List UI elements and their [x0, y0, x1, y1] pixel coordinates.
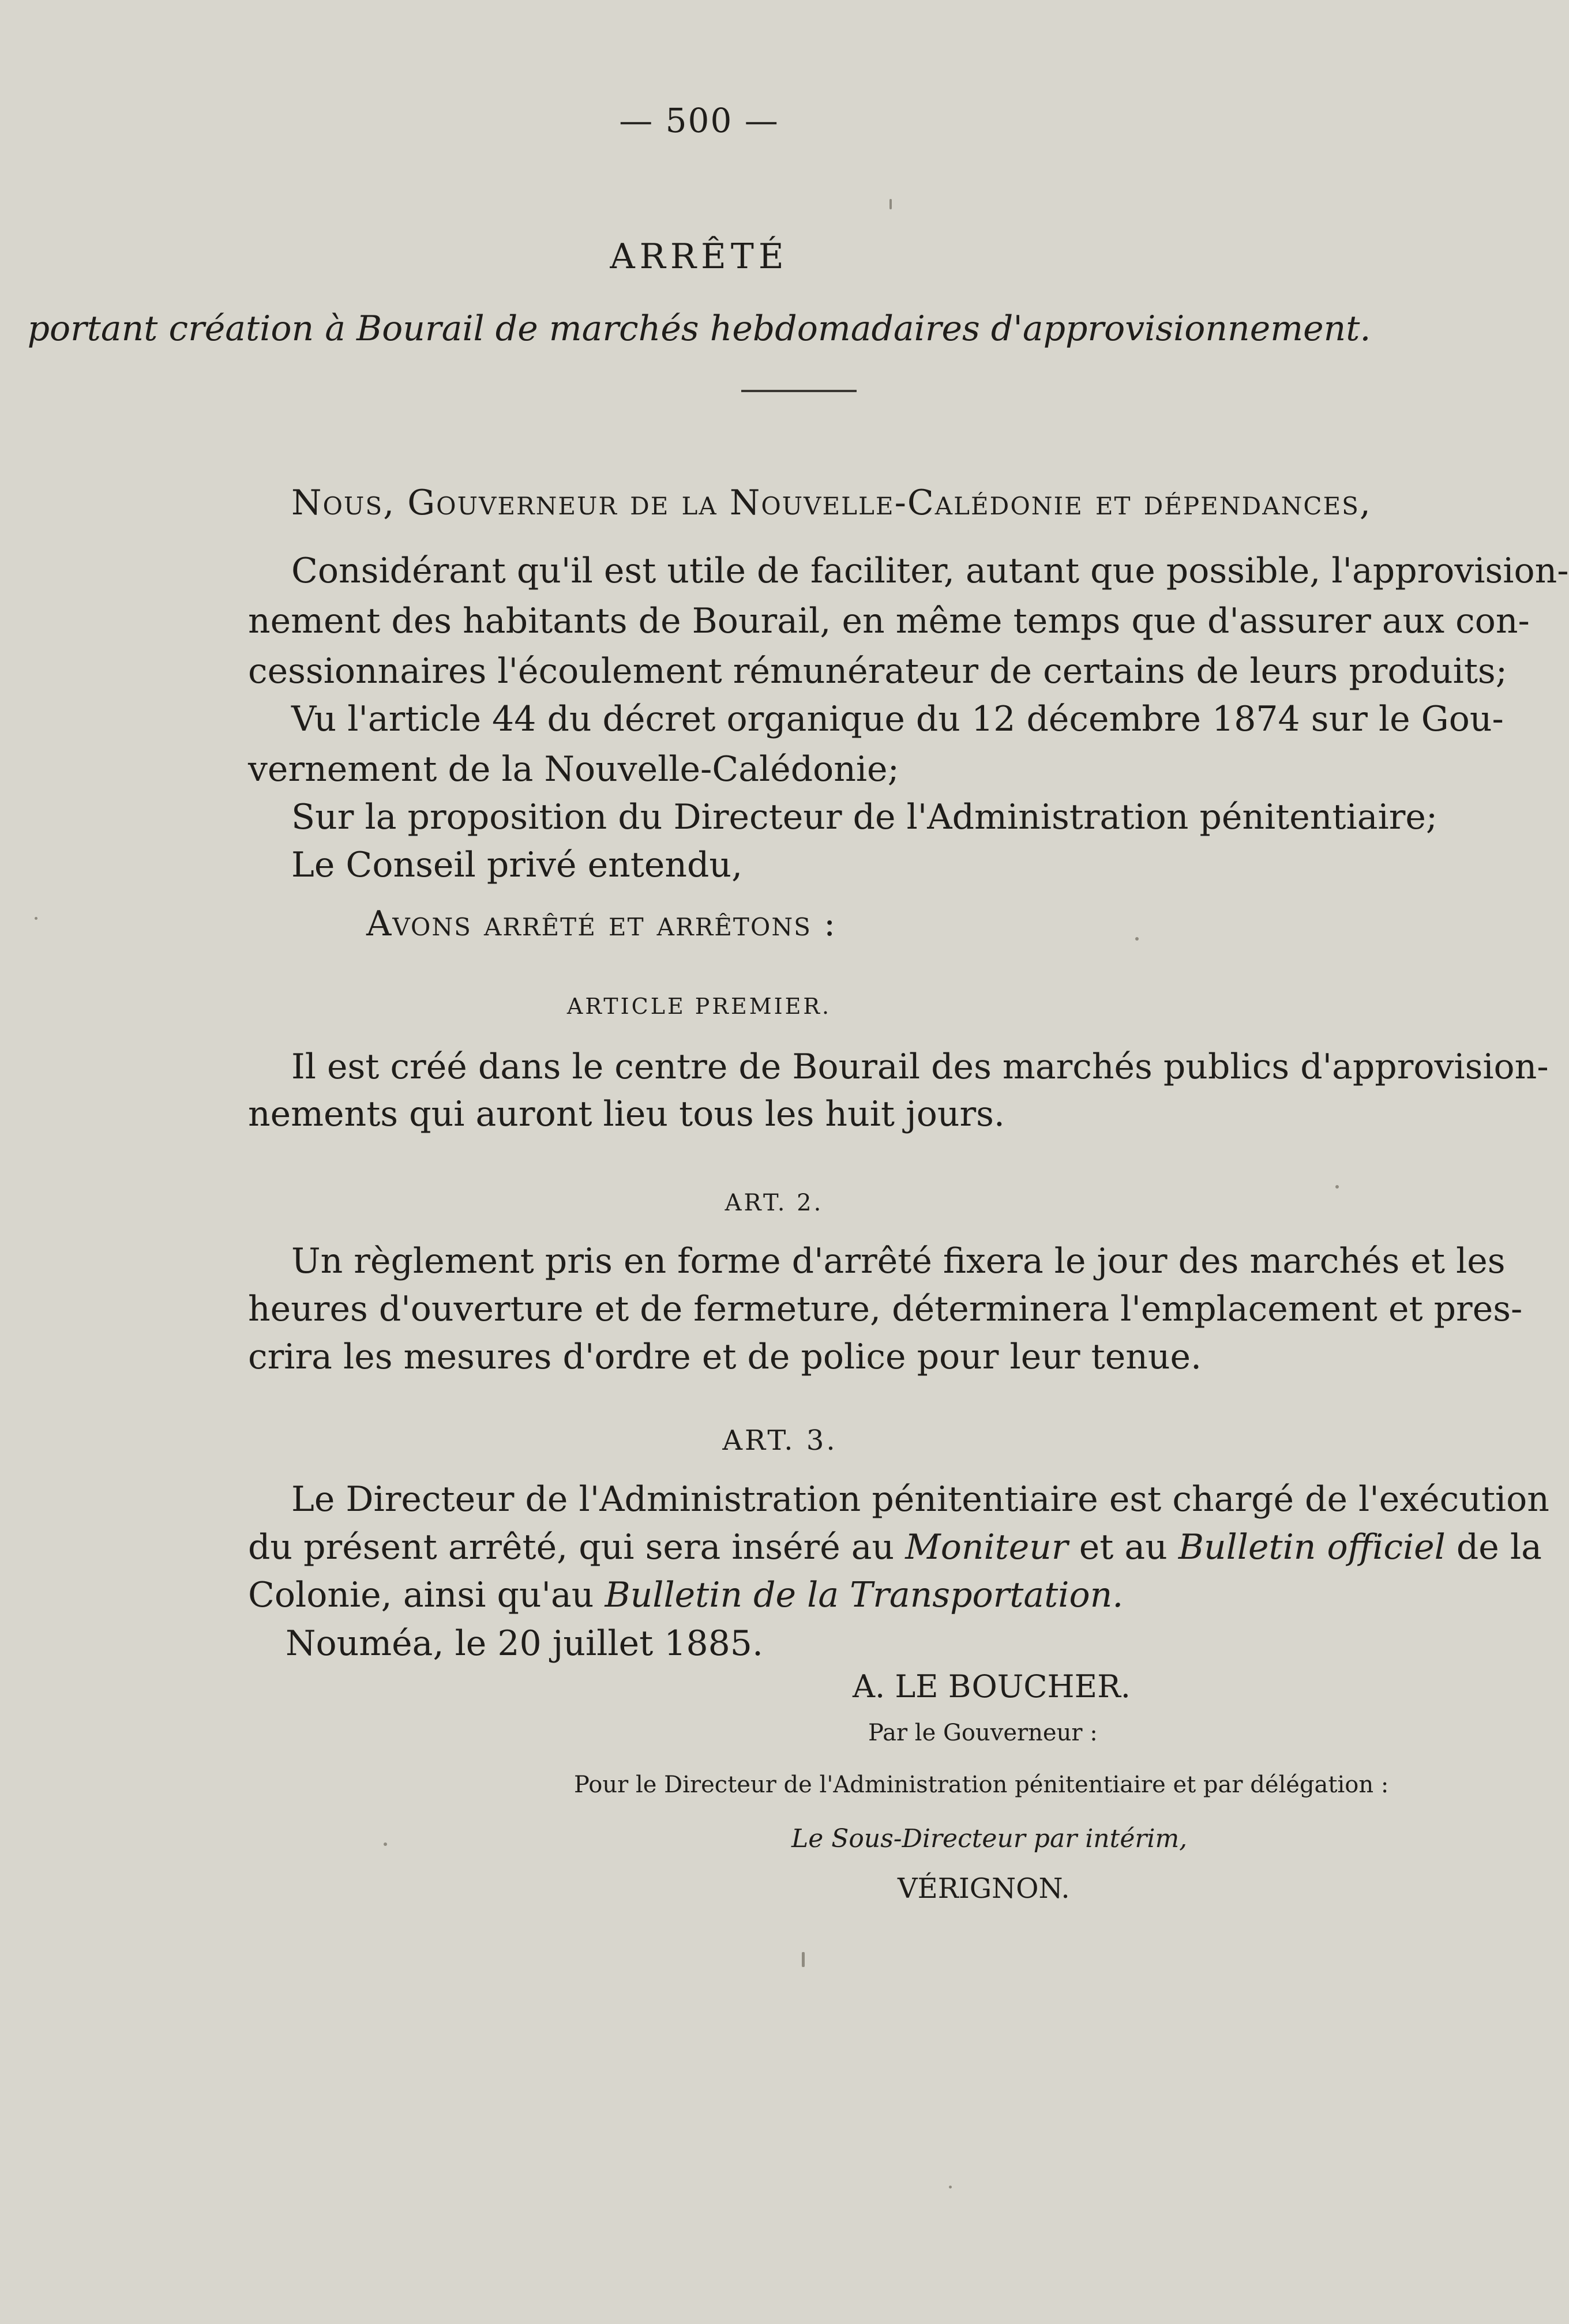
- decision-line: Avons arrêté et arrêtons :: [366, 904, 837, 944]
- paper-speck: [1135, 937, 1139, 941]
- title-rule: [741, 390, 857, 392]
- article-2-heading: ART. 2.: [725, 1190, 824, 1216]
- article-3-line-2-pre: du présent arrêté, qui sera inséré au: [248, 1527, 906, 1567]
- paper-speck: [949, 2186, 952, 2188]
- date-line: Nouméa, le 20 juillet 1885.: [286, 1623, 764, 1664]
- considerant-line-3: cessionnaires l'écoulement rémunérateur de certains de leurs produits;: [248, 651, 1507, 691]
- conseil-line: Le Conseil privé entendu,: [291, 845, 743, 885]
- bulletin-officiel-ref: Bulletin officiel: [1178, 1527, 1446, 1567]
- by-governor-line: Par le Gouverneur :: [868, 1720, 1098, 1746]
- article-3-line-2: [248, 1523, 1542, 1571]
- article-3-line-1: Le Directeur de l'Administration pénitentiaire est chargé de l'exécution: [291, 1479, 1549, 1520]
- article-1-heading: ARTICLE PREMIER.: [566, 994, 832, 1019]
- paper-speck: [384, 1842, 387, 1846]
- signatory-name: A. LE BOUCHER.: [853, 1668, 1131, 1705]
- vu-line-1: Vu l'article 44 du décret organique du 12 décembre 1874 sur le Gou-: [291, 699, 1504, 739]
- article-3-heading: ART. 3.: [722, 1424, 838, 1457]
- considerant-line-1: Considérant qu'il est utile de faciliter, autant que possible, l'approvision-: [291, 551, 1569, 591]
- article-3-line-2-post: de la: [1445, 1527, 1542, 1567]
- deputy-name-line: VÉRIGNON.: [898, 1872, 1070, 1905]
- article-3-line-2-mid: et au: [1068, 1527, 1178, 1567]
- considerant-line-2: nement des habitants de Bourail, en même temps que d'assurer aux con-: [248, 601, 1530, 641]
- deputy-title-line: Le Sous-Directeur par intérim,: [791, 1824, 1188, 1853]
- vu-line-2: vernement de la Nouvelle-Calédonie;: [248, 749, 899, 789]
- article-1-line-2: nements qui auront lieu tous les huit jours.: [248, 1094, 1005, 1134]
- page-number: — 500 —: [619, 101, 779, 140]
- delegation-line: Pour le Directeur de l'Administration pénitentiaire et par délégation :: [574, 1772, 1389, 1798]
- article-2-line-2: heures d'ouverture et de fermeture, déterminera l'emplacement et pres-: [248, 1289, 1523, 1329]
- proposition-line: Sur la proposition du Directeur de l'Administration pénitentiaire;: [291, 797, 1438, 837]
- article-3-line-3-pre: Colonie, ainsi qu'au: [248, 1575, 605, 1615]
- paper-speck: [802, 1952, 805, 1967]
- paper-speck: [1335, 1185, 1339, 1189]
- decree-title: ARRÊTÉ: [610, 236, 789, 277]
- paper-speck: [889, 199, 892, 209]
- article-1-line-1: Il est créé dans le centre de Bourail des marchés publics d'approvision-: [291, 1047, 1549, 1087]
- decree-subtitle: portant création à Bourail de marchés hebdomadaires d'approvisionnement.: [27, 309, 1371, 349]
- authority-line: Nous, Gouverneur de la Nouvelle-Calédonie et dépendances,: [291, 483, 1372, 523]
- moniteur-ref: Moniteur: [905, 1527, 1068, 1567]
- bulletin-transportation-ref: Bulletin de la Transportation.: [605, 1575, 1124, 1615]
- article-3-line-3: [248, 1571, 1123, 1619]
- article-2-line-1: Un règlement pris en forme d'arrêté fixera le jour des marchés et les: [291, 1241, 1506, 1281]
- article-2-line-3: crira les mesures d'ordre et de police pour leur tenue.: [248, 1337, 1202, 1377]
- paper-speck: [35, 917, 37, 920]
